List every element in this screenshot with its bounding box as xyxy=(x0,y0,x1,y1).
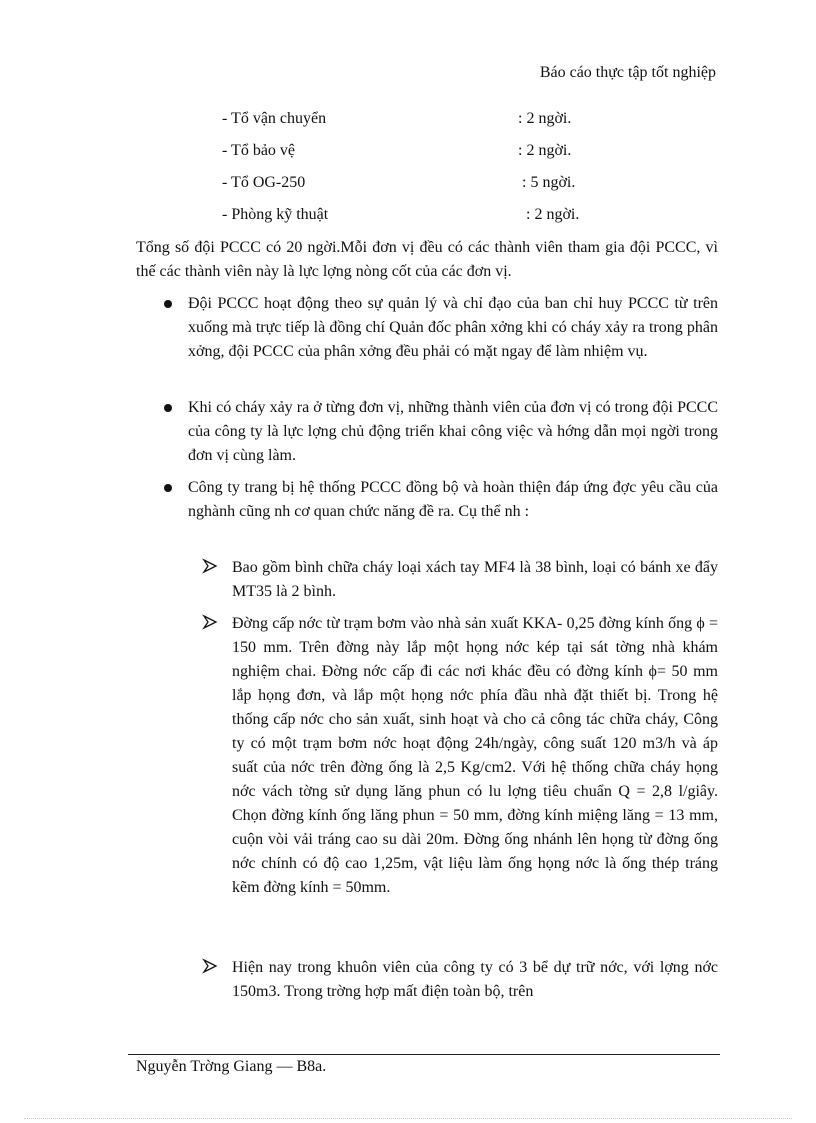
team-name: - Tổ vận chuyển xyxy=(222,110,327,127)
bullet-text: Đội PCCC hoạt động theo sự quản lý và chỉ đạo của ban chỉ huy PCCC từ trên xuống mà trực tiếp là đồng chí Quản đốc phân xởng khi có cháy xảy ra trong phân xởng, đội PCCC của phân xởng đều phải có mặt ngay để làm nhiệm vụ. xyxy=(188,295,718,360)
arrowhead-bullet-icon xyxy=(202,614,218,630)
bullet-text: Khi có cháy xảy ra ở từng đơn vị, những thành viên của đơn vị có trong đội PCCC của công ty là lực lợng chủ động triển khai công việc và hớng dẫn mọi ngời trong đơn vị cùng làm. xyxy=(188,399,718,464)
page-footer: Nguyễn Trờng Giang — B8a. xyxy=(136,1058,327,1075)
team-name: - Phòng kỹ thuật xyxy=(222,206,329,223)
team-name: - Tổ bảo vệ xyxy=(222,142,296,159)
bullet-dot-icon xyxy=(164,484,172,492)
bullet-dot-icon xyxy=(164,300,172,308)
team-row xyxy=(222,110,642,134)
sub-item xyxy=(232,612,718,900)
team-count: : 5 ngời. xyxy=(522,174,576,191)
summary-paragraph: Tổng số đội PCCC có 20 ngời.Mỗi đơn vị đều có các thành viên tham gia đội PCCC, vì thế các thành viên này là lực lợng nòng cốt của các đơn vị. xyxy=(136,239,718,280)
arrowhead-bullet-icon xyxy=(202,958,218,974)
footer-divider xyxy=(128,1054,720,1055)
bullet-dot-icon xyxy=(164,404,172,412)
arrowhead-bullet-icon xyxy=(202,558,218,574)
team-name: - Tổ OG-250 xyxy=(222,174,306,191)
sub-item xyxy=(232,956,718,1004)
team-row xyxy=(222,206,642,230)
sub-item-text: Bao gồm bình chữa cháy loại xách tay MF4 là 38 bình, loại có bánh xe đẩy MT35 là 2 bình. xyxy=(232,559,718,600)
bullet-item xyxy=(188,476,718,524)
sub-item xyxy=(232,556,718,604)
team-row xyxy=(222,142,642,166)
page-bottom-dotted-border xyxy=(24,1118,792,1119)
page-header: Báo cáo thực tập tốt nghiệp xyxy=(539,64,716,81)
sub-item-text: Hiện nay trong khuôn viên của công ty có 3 bể dự trữ nớc, với lợng nớc 150m3. Trong trờng hợp mất điện toàn bộ, trên xyxy=(232,959,718,1000)
bullet-item xyxy=(188,396,718,468)
bullet-item xyxy=(188,292,718,364)
team-row xyxy=(222,174,642,198)
team-count: : 2 ngời. xyxy=(518,110,572,127)
bullet-text: Công ty trang bị hệ thống PCCC đồng bộ và hoàn thiện đáp ứng đợc yêu cầu của nghành cũng nh cơ quan chức năng đề ra. Cụ thể nh : xyxy=(188,479,718,520)
team-count: : 2 ngời. xyxy=(526,206,580,223)
team-count: : 2 ngời. xyxy=(518,142,572,159)
sub-item-text: Đờng cấp nớc từ trạm bơm vào nhà sản xuất KKA- 0,25 đờng kính ống ϕ = 150 mm. Trên đờng này lắp một họng nớc kép tại sát tờng nhà khám nghiệm chai. Đờng nớc cấp đi các nơi khác đều có đờng kính ϕ= 50 mm lắp họng đơn, và lắp một họng nớc phía đầu nhà đặt thiết bị. Trong hệ thống cấp nớc cho sản xuất, sinh hoạt và cho cả công tác chữa cháy, Công ty có một trạm bơm nớc hoạt động 24h/ngày, công suất 120 m3/h và áp suất của nớc trên đờng ống là 2,5 Kg/cm2. Với hệ thống chữa cháy họng nớc vách tờng sử dụng lăng phun có lu lợng tiêu chuẩn Q = 2,8 l/giây. Chọn đờng kính ống lăng phun = 50 mm, đờng kính miệng lăng = 13 mm, cuộn vòi vải tráng cao su dài 20m. Đờng ống nhánh lên họng từ đờng ống nớc chính có độ cao 1,25m, vật liệu làm ống họng nớc là ống thép tráng kẽm đờng kính = 50mm. xyxy=(232,615,718,896)
